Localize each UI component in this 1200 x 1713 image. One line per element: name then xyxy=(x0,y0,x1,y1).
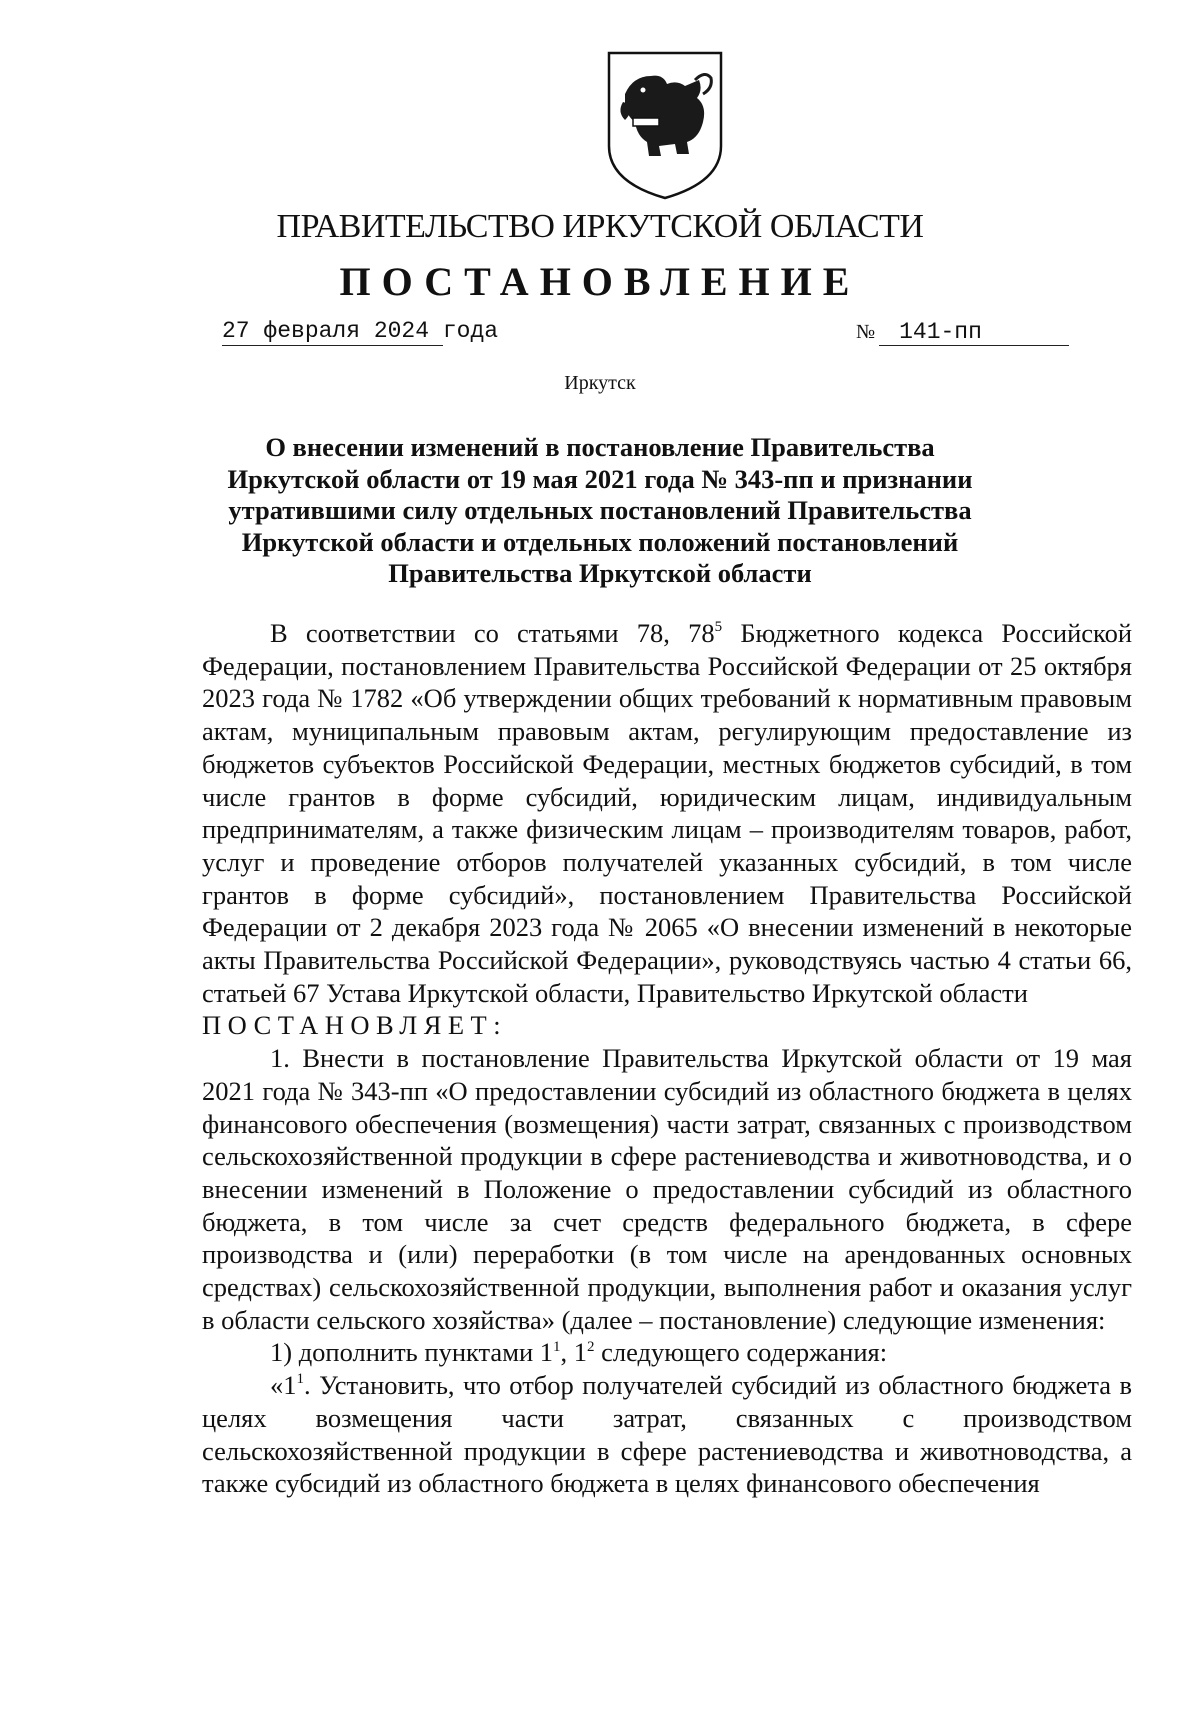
decree-word: ПОСТАНОВЛЯЕТ: xyxy=(202,1010,508,1041)
document-number xyxy=(856,318,1069,346)
document-body xyxy=(202,617,1132,1500)
government-name: ПРАВИТЕЛЬСТВО ИРКУТСКОЙ ОБЛАСТИ xyxy=(276,208,924,245)
date-suffix: года xyxy=(442,318,499,344)
document-type: ПОСТАНОВЛЕНИЕ xyxy=(339,259,861,304)
city: Иркутск xyxy=(564,372,636,394)
clause-paragraph: 1. Внести в постановление Правительства Иркутской области от 19 мая 2021 года № 343-пп «О предоставлении субсидий из областного бюджета в целях финансового обеспечения (возмещения) части затрат, связанных с производством сельскохозяйственной продукции в сфере растениеводства и животноводства, и о внесении изменений в Положение о предоставлении субсидий из областного бюджета, в том числе за счет средств федерального бюджета, в сфере производства и (или) переработки (в том числе на арендованных основных средствах) сельскохозяйственной продукции, выполнения работ и оказания услуг в области сельского хозяйства» (далее – постановление) следующие изменения: xyxy=(202,1043,1132,1335)
coat-of-arms-icon xyxy=(603,50,727,200)
number-sign: № xyxy=(856,321,876,343)
inserted-text-paragraph: «$1^1$. Установить, что отбор получателей субсидий из областного бюджета в целях возмещения части затрат, связанных с производством сельскохозяйственной продукции в сфере растениеводства и животноводства, а также субсидий из областного бюджета в целях финансового обеспечения xyxy=(202,1370,1132,1499)
subclause-paragraph: 1) дополнить пунктами $1^1$, $1^2$ следующего содержания: xyxy=(270,1337,888,1368)
document-title: О внесении изменений в постановление Правительства Иркутской области от 19 мая 2021 года № 343-пп и признании утратившими силу отдельных постановлений Правительства Иркутской области и отдельных положений постановлений Правительства Иркутской области xyxy=(227,432,973,588)
document-date xyxy=(222,318,498,344)
number-value: 141-пп xyxy=(879,319,1069,346)
date-value: 27 февраля 2024 xyxy=(222,318,443,344)
preamble-paragraph: В соответствии со статьями 78, $78^5$ Бюджетного кодекса Российской Федерации, постановлением Правительства Российской Федерации от 25 октября 2023 года № 1782 «Об утверждении общих требований к нормативным правовым актам, муниципальным правовым актам, регулирующим предоставление из бюджетов субъектов Российской Федерации, местных бюджетов субсидий, в том числе грантов в форме субсидий, юридическим лицам, индивидуальным предпринимателям, а также физическим лицам – производителям товаров, работ, услуг и проведение отборов получателей указанных субсидий, в том числе грантов в форме субсидий», постановлением Правительства Российской Федерации от 2 декабря 2023 года № 2065 «О внесении изменений в некоторые акты Правительства Российской Федерации», руководствуясь частью 4 статьи 66, статьей 67 Устава Иркутской области, Правительство Иркутской области xyxy=(202,618,1132,1008)
